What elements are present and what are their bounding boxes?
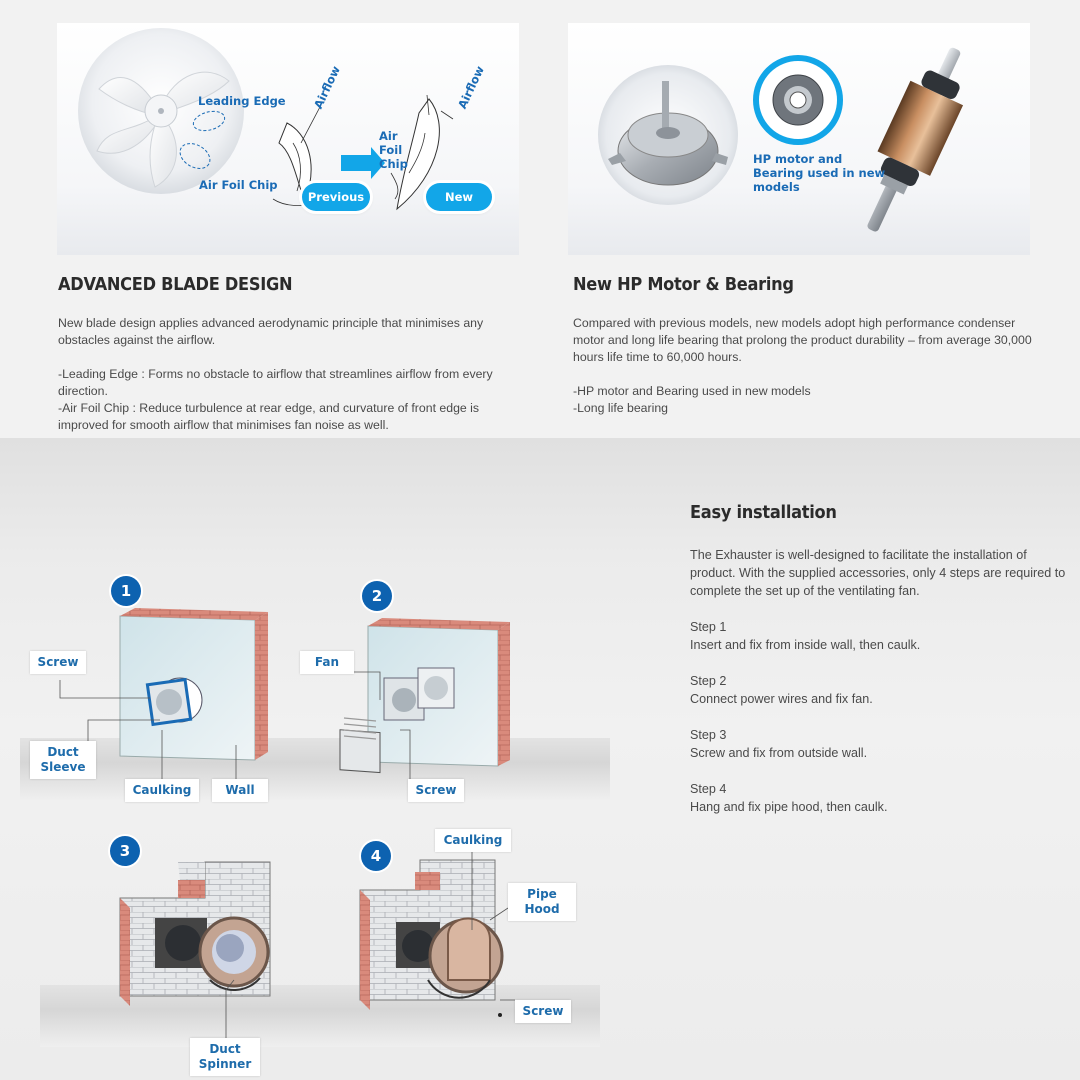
motor-illustration xyxy=(568,23,1030,255)
step3-duct-spinner-tag: Duct Spinner xyxy=(190,1038,260,1076)
motor-paragraph-2: -HP motor and Bearing used in new models xyxy=(573,384,811,398)
step-2-title: Step 2 xyxy=(690,674,727,688)
leading-edge-label: Leading Edge xyxy=(198,94,286,108)
air-foil-chip-label: Air Foil Chip xyxy=(199,178,278,192)
step1-screw-tag: Screw xyxy=(30,651,86,674)
previous-badge: Previous xyxy=(302,183,370,211)
blade-description xyxy=(58,315,498,434)
step-number-2: 2 xyxy=(362,581,392,611)
motor-bearing-image xyxy=(568,23,1030,255)
step4-caulking-tag: Caulking xyxy=(435,829,511,852)
installation-intro: The Exhauster is well-designed to facilitate the installation of product. With the supplied accessories, only 4 steps are required to complete the set up of the ventilating fan. xyxy=(690,548,1066,598)
step-number-4: 4 xyxy=(361,841,391,871)
installation-description xyxy=(690,546,1070,816)
motor-paragraph-3: -Long life bearing xyxy=(573,401,669,415)
installation-heading: Easy installation xyxy=(690,502,837,523)
step2-fan-tag: Fan xyxy=(300,651,354,674)
blade-paragraph-3: -Air Foil Chip : Reduce turbulence at rear edge, and curvature of front edge is improved for smooth airflow that minimises fan noise as well. xyxy=(58,401,480,432)
air-foil-chip-label-2: Air Foil Chip xyxy=(379,129,408,171)
step-3-text: Screw and fix from outside wall. xyxy=(690,746,868,760)
step-1-title: Step 1 xyxy=(690,620,727,634)
blade-paragraph-1: New blade design applies advanced aerodynamic principle that minimises any obstacles against the airflow. xyxy=(58,316,484,347)
step-4-text: Hang and fix pipe hood, then caulk. xyxy=(690,800,888,814)
step-number-3: 3 xyxy=(110,836,140,866)
step4-pipe-hood-tag: Pipe Hood xyxy=(508,883,576,921)
hp-motor-caption: HP motor and Bearing used in new models xyxy=(753,152,886,194)
step1-duct-sleeve-tag: Duct Sleeve xyxy=(30,741,96,779)
blade-design-image xyxy=(57,23,519,255)
step2-screw-tag: Screw xyxy=(408,779,464,802)
step1-wall-tag: Wall xyxy=(212,779,268,802)
blade-paragraph-2: -Leading Edge : Forms no obstacle to airflow that streamlines airflow from every direction. xyxy=(58,367,493,398)
step1-caulking-tag: Caulking xyxy=(125,779,199,802)
step-2-text: Connect power wires and fix fan. xyxy=(690,692,873,706)
step-1-text: Insert and fix from inside wall, then caulk. xyxy=(690,638,921,652)
motor-paragraph-1: Compared with previous models, new models adopt high performance condenser motor and long life bearing that prolong the product durability – from average 30,000 hours life time to 60,000 hours. xyxy=(573,316,1032,364)
fan-blade-illustration xyxy=(57,23,519,255)
blade-heading: ADVANCED BLADE DESIGN xyxy=(58,274,293,295)
new-badge: New xyxy=(426,183,492,211)
step-number-1: 1 xyxy=(111,576,141,606)
airflow-label-new: Airflow xyxy=(455,63,487,111)
motor-description xyxy=(573,315,1033,417)
motor-heading: New HP Motor & Bearing xyxy=(573,274,794,295)
step-3-title: Step 3 xyxy=(690,728,727,742)
airflow-label-previous: Airflow xyxy=(311,63,343,111)
step4-screw-tag: Screw xyxy=(515,1000,571,1023)
step-4-title: Step 4 xyxy=(690,782,727,796)
